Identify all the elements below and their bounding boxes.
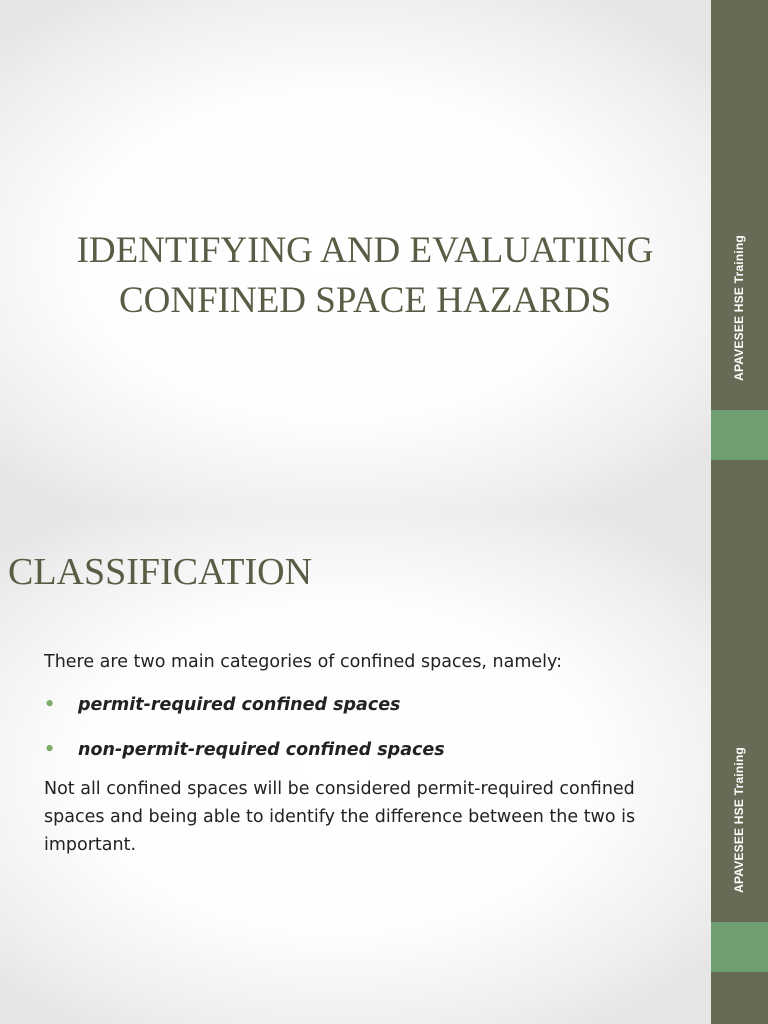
- bullet-list: [44, 690, 669, 765]
- list-item: [44, 690, 669, 720]
- sidebar-accent: [711, 922, 768, 972]
- bullet-text: non-permit-required confined spaces: [78, 740, 445, 760]
- title-line-2: CONFINED SPACE HAZARDS: [118, 280, 612, 321]
- slide-body: [44, 648, 669, 859]
- intro-text: There are two main categories of confined spaces, namely:: [44, 652, 563, 672]
- list-item: [44, 735, 669, 765]
- bullet-text: permit-required confined spaces: [78, 695, 401, 715]
- slide-classification: [0, 512, 768, 1024]
- slide-heading: CLASSIFICATION: [8, 551, 313, 593]
- bullet-icon: •: [44, 695, 56, 715]
- closing-text: Not all confined spaces will be considered permit-required confined spaces and being able to identify the difference between the two is important.: [44, 779, 636, 855]
- sidebar-brand-text: APAVESEE HSE Training: [732, 235, 746, 381]
- sidebar: [711, 0, 768, 512]
- sidebar-accent: [711, 410, 768, 460]
- sidebar-brand-text: APAVESEE HSE Training: [732, 747, 746, 893]
- title-line-1: IDENTIFYING AND EVALUATIING: [76, 230, 654, 271]
- sidebar: [711, 512, 768, 1024]
- bullet-icon: •: [44, 740, 56, 760]
- slide-title-text: [40, 226, 690, 326]
